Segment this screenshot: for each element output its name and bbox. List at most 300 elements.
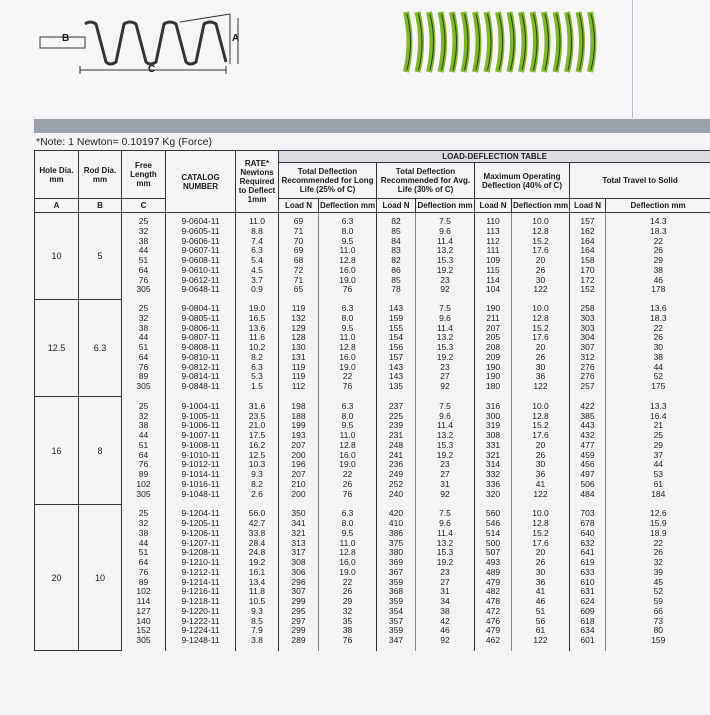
l2-value: 82 [391,255,401,265]
d3-value: 15.2 [532,235,549,246]
catalog-value: 9-1218-11 [181,596,220,606]
newton-note: *Note: 1 Newton= 0.10197 Kg (Force) [36,136,212,148]
d1-value: 16.0 [339,351,356,362]
l1-value: 306 [291,566,306,577]
free-value: 64 [138,557,149,567]
header-rate: RATE* Newtons Required to Deflect 1mm [236,151,279,213]
d3-value: 20 [535,342,546,352]
hole-dia-cell: 20 [35,504,79,651]
free-value: 89 [138,371,149,382]
l3-value: 560 [485,508,501,519]
l4-column-cell [570,397,606,505]
d3-value: 30 [535,566,546,577]
d1-value: 11.0 [339,430,356,440]
l1-value: 299 [291,625,306,636]
l1-value: 200 [291,488,306,499]
spring-group-row [35,213,710,300]
catalog-value: 9-1207-11 [181,537,220,548]
rate-value: 19.0 [248,303,266,313]
d1-value: 19.0 [339,361,356,372]
d4-column-cell [606,299,710,397]
catalog-value: 9-0807-11 [181,332,220,343]
d3-value: 122 [533,284,548,295]
l4-column-cell [570,213,606,300]
d2-value: 34 [440,596,450,606]
d3-value: 15.2 [532,420,549,431]
d1-value: 19.0 [339,459,356,470]
free-value: 32 [138,225,149,236]
l1-value: 200 [291,449,306,460]
l1-value: 119 [291,303,306,313]
d2-value: 92 [440,635,450,645]
header-b: B [79,199,122,213]
l1-value: 341 [291,518,306,528]
d2-value: 46 [440,625,450,636]
d4-value: 29 [653,439,664,450]
rate-value: 23.5 [248,410,266,421]
free-value: 44 [138,245,149,256]
l4-value: 484 [580,488,595,499]
d4-value: 44 [653,361,664,372]
l1-value: 70 [293,235,304,246]
d1-value: 9.5 [341,322,354,333]
d1-value: 6.3 [341,303,354,313]
d3-column-cell [512,299,570,397]
d3-value: 41 [535,586,546,597]
d3-value: 122 [533,635,548,645]
l3-value: 114 [486,274,500,285]
rate-value: 28.4 [248,537,266,548]
rate-value: 24.8 [248,547,266,558]
rate-value: 7.9 [251,625,263,636]
l2-value: 410 [388,518,404,528]
header-deflection-mm-1: Deflection mm [319,199,377,213]
free-value: 102 [136,586,151,597]
catalog-value: 9-0605-11 [181,225,220,236]
d2-value: 15.3 [436,342,454,352]
l4-value: 506 [580,478,595,489]
d4-value: 25 [653,430,664,440]
d1-value: 16.0 [339,557,356,567]
d2-value: 15.3 [436,439,454,450]
diagram-label-c: C [148,64,156,75]
l1-value: 72 [293,264,304,275]
d2-value: 9.6 [439,410,451,421]
d2-value: 11.4 [437,322,453,333]
l2-value: 231 [388,430,404,440]
l3-value: 300 [485,410,501,421]
d4-value: 29 [653,255,664,265]
d3-value: 122 [533,488,548,499]
d1-value: 9.5 [341,527,354,538]
free-column-cell [122,397,166,505]
rate-column-cell [236,213,279,300]
l3-value: 207 [485,322,501,333]
l1-value: 308 [291,557,306,567]
l4-column-cell [570,504,606,651]
free-value: 127 [136,605,151,616]
d3-value: 26 [535,351,546,362]
catalog-value: 9-0805-11 [181,312,220,323]
header-a: A [35,199,79,213]
rate-value: 8.8 [251,225,263,236]
header-load-n-4: Load N [570,199,606,213]
l4-value: 307 [580,342,595,352]
l4-value: 304 [580,332,595,343]
l4-value: 632 [580,537,595,548]
catalog-value: 9-1214-11 [181,576,220,587]
d2-value: 92 [440,488,450,499]
d3-value: 26 [535,449,546,460]
d4-value: 61 [653,478,664,489]
l3-value: 190 [485,361,501,372]
l4-value: 497 [580,469,595,479]
l1-column-cell [279,504,319,651]
l3-value: 115 [486,264,500,275]
l1-value: 289 [291,635,306,645]
catalog-value: 9-0806-11 [181,322,220,333]
product-illustration-area [0,0,710,118]
d1-value: 9.5 [341,235,354,246]
rate-value: 10.3 [248,459,266,470]
free-value: 76 [138,566,149,577]
d1-value: 76 [342,284,353,295]
rate-value: 7.4 [251,235,263,246]
l4-value: 257 [580,381,595,391]
free-value: 38 [138,322,149,333]
l1-value: 119 [291,371,306,382]
catalog-value: 9-1005-11 [181,410,220,421]
d2-value: 9.6 [439,312,451,323]
d4-value: 59 [653,596,664,606]
catalog-value: 9-1210-11 [181,557,220,567]
l1-value: 71 [293,274,304,285]
d4-value: 14.3 [650,216,667,226]
d1-value: 6.3 [341,216,354,226]
free-column-cell [122,299,166,397]
rate-value: 3.7 [251,274,263,285]
d2-value: 92 [440,381,450,391]
rate-value: 6.3 [251,245,263,256]
l2-column-cell [377,299,416,397]
free-value: 102 [136,478,151,489]
d2-column-cell [416,299,475,397]
l2-value: 143 [388,303,404,313]
l3-value: 190 [485,371,501,382]
l2-value: 359 [388,596,404,606]
d4-value: 18.3 [650,312,667,323]
header-load-n-1: Load N [279,199,319,213]
l3-value: 331 [485,439,501,450]
d2-value: 11.4 [437,527,453,538]
l4-value: 258 [580,303,595,313]
l4-value: 303 [580,322,595,333]
spring-group-row [35,299,710,397]
free-value: 140 [136,615,151,626]
d4-value: 26 [653,547,664,558]
d1-value: 6.3 [341,508,354,519]
l1-value: 129 [291,322,306,333]
d1-value: 26 [342,586,353,597]
l3-column-cell [475,504,512,651]
l1-value: 210 [291,478,306,489]
catalog-value: 9-1248-11 [181,635,220,645]
d4-value: 15.9 [650,518,667,528]
l2-value: 237 [388,400,404,411]
l3-value: 320 [485,488,501,499]
l2-value: 236 [388,459,404,470]
l3-value: 479 [485,576,501,587]
free-value: 51 [138,342,149,352]
d4-value: 12.6 [650,508,667,519]
l2-value: 156 [388,342,404,352]
header-load-n-3: Load N [475,199,512,213]
l4-value: 170 [580,264,595,275]
d3-value: 10.0 [532,216,549,226]
header-catalog-number: CATALOG NUMBER [166,151,236,213]
l2-value: 157 [388,351,404,362]
d3-value: 51 [535,605,546,616]
d3-column-cell [512,213,570,300]
d3-value: 41 [535,478,546,489]
rate-value: 16.1 [248,566,266,577]
l3-value: 462 [485,635,501,645]
d3-value: 36 [535,576,546,587]
header-max-operating: Maximum Operating Deflection (40% of C) [475,163,570,199]
d1-value: 19.0 [339,274,356,285]
l3-value: 482 [485,586,501,597]
rate-value: 16.2 [248,439,266,450]
catalog-value: 9-0808-11 [181,342,220,352]
l3-value: 109 [485,255,501,265]
d3-value: 36 [535,371,546,382]
l4-value: 164 [580,245,595,256]
d3-value: 30 [535,274,546,285]
d2-value: 9.6 [439,225,451,236]
d2-value: 13.2 [436,332,454,343]
d2-value: 19.2 [436,351,454,362]
catalog-value: 9-1006-11 [181,420,220,431]
l4-value: 703 [580,508,595,519]
d1-value: 22 [342,469,353,479]
d4-value: 80 [653,625,664,636]
l4-value: 158 [580,255,595,265]
d3-value: 12.8 [532,225,549,236]
d4-column-cell [606,213,710,300]
d1-value: 22 [342,576,353,587]
l4-value: 634 [580,625,595,636]
free-value: 38 [138,420,149,431]
rate-value: 13.4 [248,576,266,587]
d3-value: 20 [535,547,546,558]
d3-value: 12.8 [532,410,549,421]
d2-value: 31 [440,586,450,597]
l4-value: 276 [580,371,595,382]
free-value: 89 [138,576,149,587]
l2-value: 84 [391,235,401,246]
d3-value: 10.0 [532,400,549,411]
header-free-length: Free Length mm [122,151,166,199]
free-column-cell [122,213,166,300]
free-value: 76 [138,274,149,285]
l3-value: 493 [485,557,501,567]
l1-value: 296 [291,576,306,587]
l3-value: 205 [485,332,501,343]
l3-value: 332 [485,469,501,479]
free-value: 44 [138,537,149,548]
l3-value: 209 [485,351,501,362]
d2-value: 92 [440,284,450,295]
catalog-column-cell [166,299,236,397]
d3-value: 15.2 [532,527,549,538]
l3-column-cell [475,213,512,300]
l2-value: 420 [388,508,404,519]
d1-value: 8.0 [341,410,354,421]
free-value: 44 [138,332,149,343]
l2-value: 359 [388,576,404,587]
l2-value: 368 [388,586,404,597]
l3-value: 479 [485,625,501,636]
catalog-value: 9-1014-11 [181,469,220,479]
diagram-label-b: B [62,33,70,44]
header-deflection-mm-2: Deflection mm [416,199,475,213]
d2-value: 27 [440,469,450,479]
l3-column-cell [475,397,512,505]
rate-value: 13.6 [248,322,266,333]
l2-value: 86 [391,264,401,275]
l3-value: 321 [485,449,501,460]
spring-group-row [35,504,710,651]
l2-value: 357 [388,615,404,626]
rate-value: 6.3 [251,361,263,372]
l4-value: 422 [580,400,595,411]
free-value: 25 [138,508,149,519]
catalog-column-cell [166,504,236,651]
catalog-value: 9-1224-11 [181,625,220,636]
spring-dimension-diagram [30,4,260,84]
d3-value: 30 [535,361,546,372]
d4-value: 18.9 [650,527,667,538]
catalog-value: 9-1204-11 [181,508,220,519]
free-value: 64 [138,351,149,362]
l4-value: 459 [580,449,595,460]
catalog-value: 9-1012-11 [181,459,220,470]
section-band [34,119,710,133]
rate-value: 56.0 [248,508,266,519]
catalog-value: 9-0848-11 [181,381,220,391]
d2-value: 27 [440,576,450,587]
catalog-value: 9-1008-11 [181,439,220,450]
l2-column-cell [377,504,416,651]
d2-value: 38 [440,605,450,616]
l2-value: 380 [388,547,404,558]
free-value: 305 [136,381,151,391]
rate-value: 8.2 [251,351,263,362]
l1-value: 69 [293,216,304,226]
green-spring-photo [400,8,605,76]
rate-value: 10.5 [248,596,266,606]
d4-value: 175 [651,381,666,391]
catalog-column-cell [166,397,236,505]
d4-value: 26 [653,332,664,343]
d3-value: 17.6 [532,332,549,343]
l1-value: 119 [291,361,306,372]
l3-value: 500 [485,537,501,548]
l1-value: 317 [291,547,306,558]
rate-value: 17.5 [248,430,266,440]
l2-value: 248 [388,439,404,450]
d4-value: 178 [651,284,666,295]
rate-value: 8.5 [251,615,263,626]
l2-value: 369 [388,557,404,567]
rate-value: 2.6 [251,488,263,499]
d3-value: 122 [533,381,548,391]
catalog-value: 9-1007-11 [181,430,220,440]
free-value: 32 [138,312,149,323]
l3-value: 180 [485,381,501,391]
l2-value: 225 [388,410,404,421]
d1-value: 29 [342,596,353,606]
rod-dia-cell: 8 [79,397,122,505]
d2-value: 23 [440,274,450,285]
divider-line [632,0,633,118]
d2-value: 11.4 [437,420,453,431]
d4-value: 37 [653,449,664,460]
l2-value: 155 [388,322,404,333]
d1-value: 12.8 [339,342,356,352]
spring-group-row [35,397,710,505]
d4-value: 13.3 [650,400,667,411]
l3-value: 478 [485,596,501,606]
d1-value: 12.8 [339,255,356,265]
catalog-value: 9-1208-11 [181,547,220,558]
d4-value: 13.6 [650,303,667,313]
d4-value: 22 [653,235,664,246]
d2-value: 7.5 [439,508,451,519]
catalog-value: 9-0606-11 [181,235,220,246]
d1-value: 12.8 [339,547,356,558]
header-long-life: Total Deflection Recommended for Long Life (25% of C) [279,163,377,199]
d3-value: 17.6 [532,245,549,256]
free-value: 152 [136,625,151,636]
d4-value: 159 [651,635,666,645]
l3-value: 104 [485,284,501,295]
rate-value: 11.6 [249,332,265,343]
d4-value: 30 [653,342,664,352]
l2-value: 85 [391,225,401,236]
free-value: 305 [136,284,151,295]
d3-column-cell [512,504,570,651]
free-value: 32 [138,518,149,528]
d3-value: 12.8 [532,312,549,323]
rate-value: 11.0 [249,216,265,226]
d1-value: 76 [342,635,353,645]
free-value: 25 [138,216,149,226]
l4-value: 601 [580,635,595,645]
l4-value: 609 [580,605,595,616]
rate-value: 4.5 [251,264,263,275]
l1-value: 198 [291,400,306,411]
l4-value: 618 [580,615,595,626]
l3-value: 514 [485,527,501,538]
catalog-value: 9-0804-11 [181,303,220,313]
l4-value: 443 [580,420,595,431]
l4-value: 641 [580,547,595,558]
d2-value: 19.2 [436,449,454,460]
l3-value: 190 [485,303,501,313]
l2-value: 241 [388,449,404,460]
catalog-value: 9-0607-11 [181,245,220,256]
